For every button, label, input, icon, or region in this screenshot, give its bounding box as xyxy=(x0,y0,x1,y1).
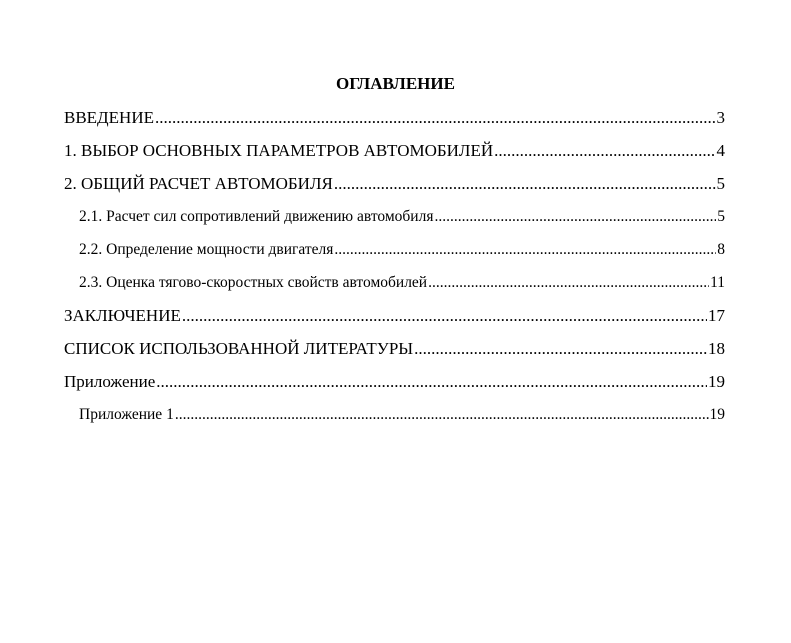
toc-entry-text: ВВЕДЕНИЕ xyxy=(64,108,154,127)
toc-entry-section-2[interactable] xyxy=(64,173,725,206)
toc-entry-text: СПИСОК ИСПОЛЬЗОВАННОЙ ЛИТЕРАТУРЫ xyxy=(64,339,414,358)
toc-entry-page: 8 xyxy=(717,241,725,258)
toc-entry-conclusion[interactable] xyxy=(64,305,725,338)
toc-entry-references[interactable] xyxy=(64,338,725,371)
table-of-contents xyxy=(64,107,725,437)
toc-entry-section-2-3[interactable] xyxy=(64,272,725,305)
toc-leader-dots xyxy=(428,272,709,294)
toc-entry-page: 3 xyxy=(716,108,725,127)
toc-entry-section-2-1[interactable] xyxy=(64,206,725,239)
toc-entry-section-2-2[interactable] xyxy=(64,239,725,272)
toc-entry-text: ЗАКЛЮЧЕНИЕ xyxy=(64,306,181,325)
toc-leader-dots xyxy=(175,404,709,426)
toc-entry-page: 17 xyxy=(708,306,725,325)
toc-entry-page: 5 xyxy=(717,208,725,225)
toc-entry-page: 11 xyxy=(710,274,725,291)
toc-leader-dots xyxy=(434,206,716,228)
toc-entry-page: 19 xyxy=(708,372,725,391)
toc-leader-dots xyxy=(414,338,707,360)
toc-entry-page: 4 xyxy=(716,141,725,160)
toc-leader-dots xyxy=(155,107,716,129)
toc-entry-text: Приложение xyxy=(64,372,156,391)
toc-entry-text: 2. ОБЩИЙ РАСЧЕТ АВТОМОБИЛЯ xyxy=(64,174,333,193)
toc-leader-dots xyxy=(334,239,716,261)
toc-entry-text: 2.1. Расчет сил сопротивлений движению автомобиля xyxy=(79,208,434,225)
toc-entry-text: Приложение 1 xyxy=(79,406,174,423)
toc-entry-introduction[interactable] xyxy=(64,107,725,140)
toc-leader-dots xyxy=(156,371,707,393)
toc-leader-dots xyxy=(494,140,715,162)
toc-entry-section-1[interactable] xyxy=(64,140,725,173)
toc-entry-appendix-1[interactable] xyxy=(64,404,725,437)
toc-entry-page: 19 xyxy=(709,406,725,423)
toc-entry-text: 2.3. Оценка тягово-скоростных свойств автомобилей xyxy=(79,274,428,291)
toc-entry-appendix[interactable] xyxy=(64,371,725,404)
toc-entry-page: 5 xyxy=(716,174,725,193)
toc-entry-text: 2.2. Определение мощности двигателя xyxy=(79,241,334,258)
toc-entry-text: 1. ВЫБОР ОСНОВНЫХ ПАРАМЕТРОВ АВТОМОБИЛЕЙ xyxy=(64,141,494,160)
toc-leader-dots xyxy=(334,173,716,195)
toc-title: ОГЛАВЛЕНИЕ xyxy=(336,74,455,93)
toc-leader-dots xyxy=(182,305,707,327)
toc-entry-page: 18 xyxy=(708,339,725,358)
